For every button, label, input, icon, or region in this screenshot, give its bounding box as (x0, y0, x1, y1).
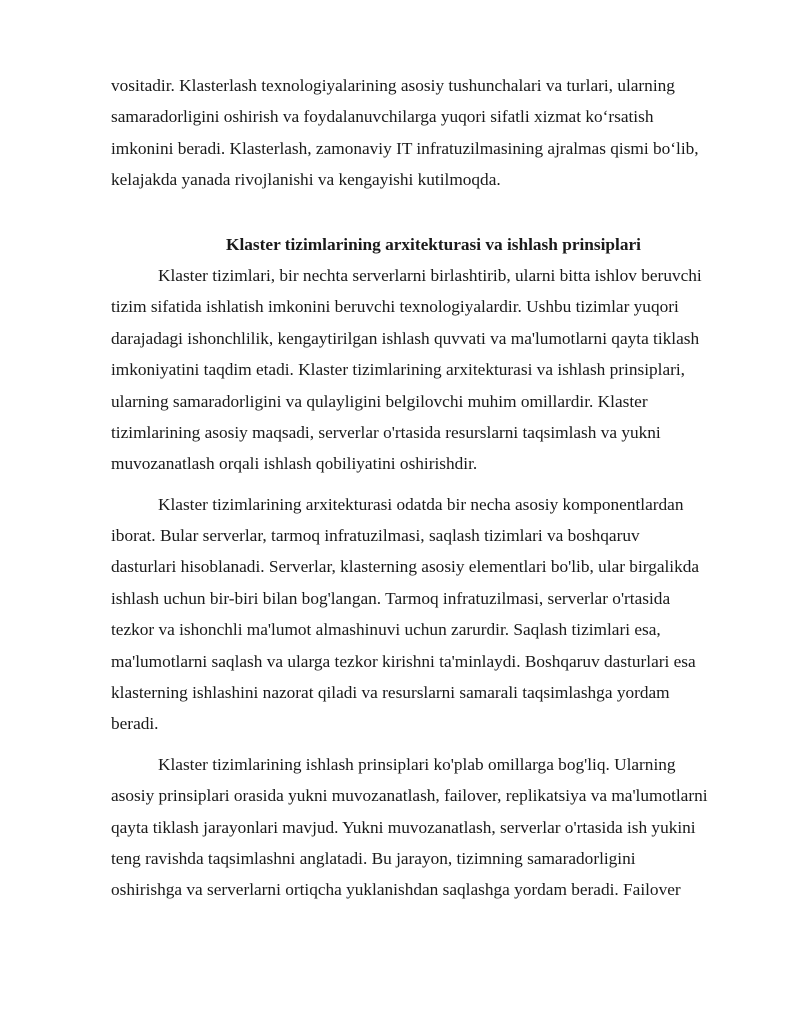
paragraph-3 (111, 749, 756, 906)
spacer (111, 740, 756, 749)
text-line: muvozanatlash orqali ishlash qobiliyatini oshirishdir. (111, 454, 478, 474)
text-line: oshirishga va serverlarni ortiqcha yuklanishdan saqlashga yordam beradi. Failover (111, 880, 681, 900)
text-line: darajadagi ishonchlilik, kengaytirilgan ishlash quvvati va ma'lumotlarni qayta tiklash (111, 328, 700, 348)
text-line: imkonini beradi. Klasterlash, zamonaviy IT infratuzilmasining ajralmas qismi bo‘lib, (111, 138, 699, 158)
text-line: kelajakda yanada rivojlanishi va kengayishi kutilmoqda. (111, 170, 501, 190)
text-line: Klaster tizimlarining ishlash prinsiplari ko'plab omillarga bog'liq. Ularning (158, 754, 676, 774)
text-line: vositadir. Klasterlash texnologiyalarining asosiy tushunchalari va turlari, ularning (111, 76, 675, 95)
text-line: ularning samaradorligini va qulayligini belgilovchi muhim omillardir. Klaster (111, 391, 648, 411)
text-line: ishlash uchun bir-biri bilan bog'langan. Tarmoq infratuzilmasi, serverlar o'rtasida (111, 588, 671, 608)
text-line: Klaster tizimlari, bir nechta serverlarni birlashtirib, ularni bitta ishlov beruvchi (158, 265, 702, 285)
text-line: dasturlari hisoblanadi. Serverlar, klasterning asosiy elementlari bo'lib, ular birgalikda (111, 557, 700, 577)
text-line: asosiy prinsiplari orasida yukni muvozanatlash, failover, replikatsiya va ma'lumotlarni (111, 786, 708, 806)
spacer (111, 196, 756, 229)
text-line: qayta tiklash jarayonlari mavjud. Yukni muvozanatlash, serverlar o'rtasida ish yukini (111, 817, 696, 837)
text-line: tizimlarining asosiy maqsadi, serverlar o'rtasida resurslarni taqsimlash va yukni (111, 422, 661, 442)
text-line: samaradorligini oshirish va foydalanuvchilarga yuqori sifatli xizmat ko‘rsatish (111, 107, 654, 127)
intro-paragraph (111, 70, 756, 196)
text-line: tezkor va ishonchli ma'lumot almashinuvi uchun zarurdir. Saqlash tizimlari esa, (111, 620, 661, 640)
text-line: klasterning ishlashini nazorat qiladi va resurslarni samarali taqsimlashga yordam (111, 683, 670, 703)
text-line: Klaster tizimlarining arxitekturasi odatda bir necha asosiy komponentlardan (158, 494, 684, 514)
section-heading: Klaster tizimlarining arxitekturasi va ishlash prinsiplari (226, 234, 641, 254)
text-line: imkoniyatini taqdim etadi. Klaster tizimlarining arxitekturasi va ishlash prinsiplari, (111, 360, 685, 380)
paragraph-1 (111, 260, 756, 480)
document-page (111, 70, 756, 906)
text-line: ma'lumotlarni saqlash va ularga tezkor kirishni ta'minlaydi. Boshqaruv dasturlari esa (111, 651, 696, 671)
text-line: teng ravishda taqsimlashni anglatadi. Bu jarayon, tizimning samaradorligini (111, 849, 636, 868)
paragraph-2 (111, 489, 756, 740)
text-line: beradi. (111, 714, 159, 734)
text-line: iborat. Bular serverlar, tarmoq infratuzilmasi, saqlash tizimlari va boshqaruv (111, 526, 640, 546)
text-line: tizim sifatida ishlatish imkonini beruvchi texnologiyalardir. Ushbu tizimlar yuqori (111, 297, 679, 317)
spacer (111, 480, 756, 489)
